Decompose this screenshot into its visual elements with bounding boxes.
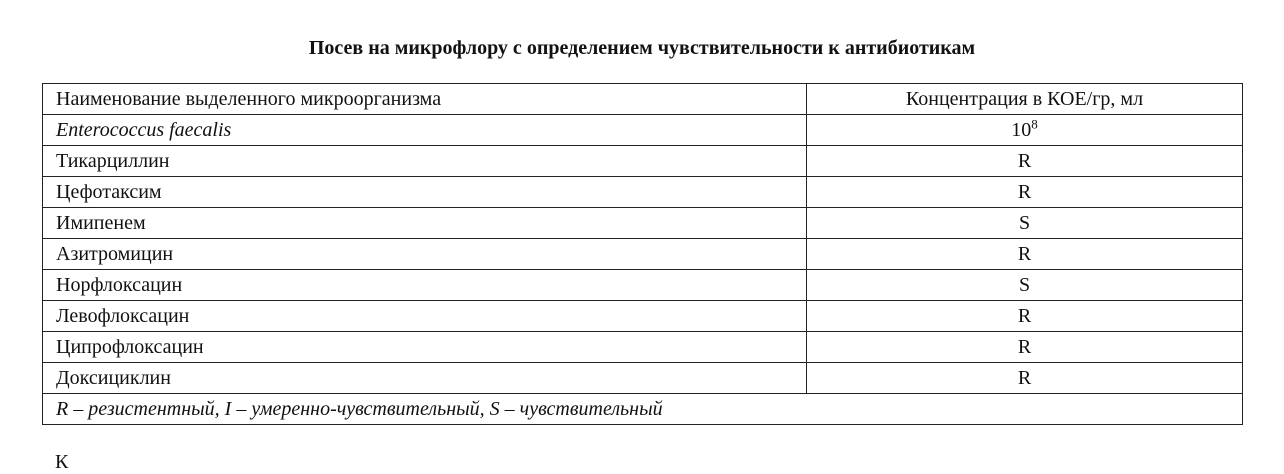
organism-row — [43, 115, 1243, 146]
organism-name: Enterococcus faecalis — [43, 115, 807, 146]
table-row — [43, 146, 1243, 177]
concentration-base: 10 — [1011, 119, 1032, 141]
legend-text: R – резистентный, I – умеренно-чувствительный, S – чувствительный — [43, 394, 1243, 425]
table-row — [43, 177, 1243, 208]
page-title: Посев на микрофлору с определением чувствительности к антибиотикам — [308, 37, 976, 59]
legend-row — [43, 394, 1243, 425]
antibiotic-name: Норфлоксацин — [43, 270, 807, 301]
header-organism-name: Наименование выделенного микроорганизма — [43, 84, 807, 115]
antibiotic-result: R — [807, 146, 1243, 177]
table-row — [43, 270, 1243, 301]
antibiotic-result: S — [807, 208, 1243, 239]
concentration-exponent: 8 — [1031, 116, 1038, 132]
antibiotic-result: R — [807, 332, 1243, 363]
antibiotic-result: S — [807, 270, 1243, 301]
header-concentration: Концентрация в КОЕ/гр, мл — [807, 84, 1243, 115]
table-header-row — [43, 84, 1243, 115]
antibiotic-result: R — [807, 239, 1243, 270]
table-row — [43, 208, 1243, 239]
antibiotic-result: R — [807, 301, 1243, 332]
antibiotic-name: Тикарциллин — [43, 146, 807, 177]
table-row — [43, 363, 1243, 394]
antibiotic-name: Имипенем — [43, 208, 807, 239]
antibiotic-name: Доксициклин — [43, 363, 807, 394]
table-row — [43, 301, 1243, 332]
table-row — [43, 332, 1243, 363]
organism-concentration — [807, 115, 1243, 146]
antibiotic-name: Азитромицин — [43, 239, 807, 270]
antibiotic-result: R — [807, 177, 1243, 208]
antibiotic-name: Цефотаксим — [43, 177, 807, 208]
susceptibility-table — [42, 83, 1243, 425]
antibiotic-result: R — [807, 363, 1243, 394]
table-row — [43, 239, 1243, 270]
antibiotic-name: Левофлоксацин — [43, 301, 807, 332]
antibiotic-name: Ципрофлоксацин — [43, 332, 807, 363]
cut-off-text: К — [55, 451, 69, 473]
